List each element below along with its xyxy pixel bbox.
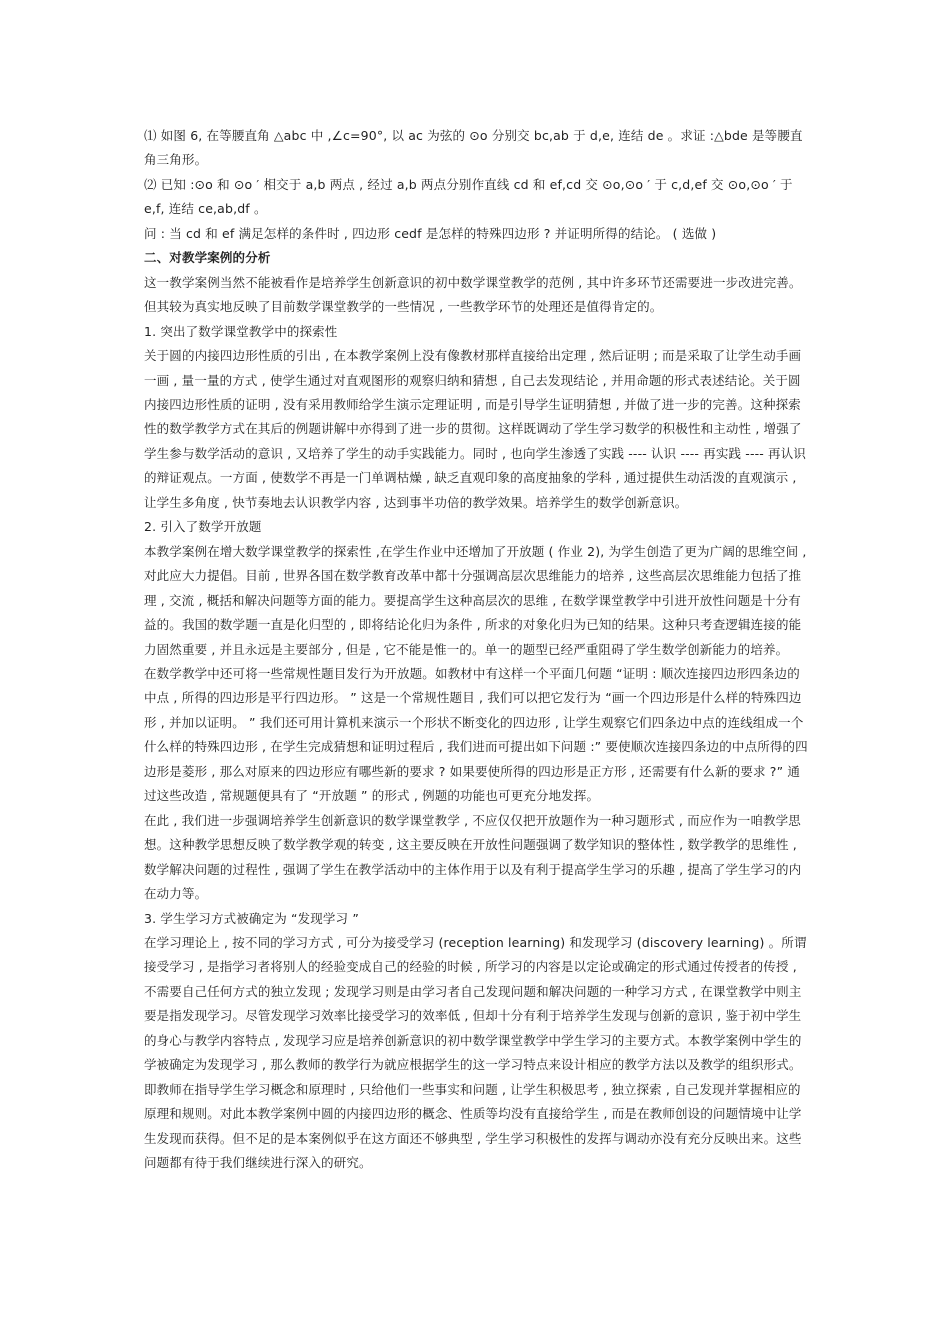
paragraph-open-problems: 本教学案例在增大数学课堂教学的探索性 ,在学生作业中还增加了开放题 ( 作业 2), 为学生创造了更为广阔的思维空间 , 对此应大力提倡。目前 , 世界各国在数学教育改革中都十分强调高层次思维能力的培养 , 这些高层次思维能力包括了推理 , 交流 , 概括和解决问题等方面的能力。要提高学生这种高层次的思维 , 在数学课堂教学中引进开放性问题是十分有益的。我国的数学题一直是化归型的 , 即将结论化归为条件 , 所求的对象化归为已知的结果。这种只考查逻辑连接的能力固然重要 , 并且永远是主要部分 , 但是 , 它不能是惟一的。单一的题型已经严重阻碍了学生数学创新能力的培养。 xyxy=(144,543,807,657)
exercise-2: ⑵ 已知 :⊙o 和 ⊙o ′ 相交于 a,b 两点 , 经过 a,b 两点分别作直线 cd 和 ef,cd 交 ⊙o,⊙o ′ 于 c,d,ef 交 ⊙o,⊙o ′ 于 e,f, 连结 ce,ab,df 。 xyxy=(144,176,793,217)
paragraph-intro: 这一教学案例当然不能被看作是培养学生创新意识的初中数学课堂教学的范例 , 其中许多环节还需要进一步改进完善。但其较为真实地反映了目前数学课堂教学的一些情况 , 一些教学环节的处理还是值得肯定的。 xyxy=(144,274,802,315)
paragraph-discovery-learning: 在学习理论上 , 按不同的学习方式 , 可分为接受学习 (reception learning) 和发现学习 (discovery learning) 。所谓接受学习 , 是指学习者将别人的经验变成自己的经验的时候 , 所学习的内容是以定论或确定的形式通过传授者的传授 , 不需要自己任何方式的独立发现 ; 发现学习则是由学习者自己发现问题和解决问题的一种学习方式 , 在课堂教学中则主要是指发现学习。尽管发现学习效率比接受学习的效率低 , 但却十分有利于培养学生发现与创新的意识 , 鉴于初中学生的身心与教学内容特点 , 发现学习应是培养创新意识的初中数学课堂教学中学生学习的主要方式。本教学案例中学生的学被确定为发现学习 , 那么教师的教学行为就应根据学生的这一学习特点来设计相应的教学方法以及教学的组织形式。即教师在指导学生学习概念和原理时 , 只给他们一些事实和问题 , 让学生积极思考 , 独立探索 , 自己发现并掌握相应的原理和规则。对此本教学案例中圆的内接四边形的概念、性质等均没有直接给学生 , 而是在教师创设的问题情境中让学生发现而获得。但不足的是本案例似乎在这方面还不够典型 , 学生学习积极性的发挥与调动亦没有充分反映出来。这些问题都有待于我们继续进行深入的研究。 xyxy=(144,934,807,1171)
subheading-3: 3. 学生学习方式被确定为 “发现学习 ” xyxy=(144,910,359,926)
exercise-2-question: 问 : 当 cd 和 ef 满足怎样的条件时 , 四边形 cedf 是怎样的特殊四边形 ? 并证明所得的结论。 ( 选做 ) xyxy=(144,225,717,241)
exercise-1: ⑴ 如图 6, 在等腰直角 △abc 中 ,∠c=90°, 以 ac 为弦的 ⊙o 分别交 bc,ab 于 d,e, 连结 de 。求证 :△bde 是等腰直角三角形。 xyxy=(144,128,803,168)
paragraph-exploration: 关于圆的内接四边形性质的引出 , 在本教学案例上没有像教材那样直接给出定理 , 然后证明 ; 而是采取了让学生动手画一画 , 量一量的方式 , 使学生通过对直观图形的观察归纳和猜想 , 自己去发现结论 , 并用命题的形式表述结论。关于圆内接四边形性质的证明 , 没有采用教师给学生演示定理证明 , 而是引导学生证明猜想 , 并做了进一步的完善。这种探索性的数学教学方式在其后的例题讲解中亦得到了进一步的贯彻。这样既调动了学生学习数学的积极性和主动性 , 增强了学生参与数学活动的意识 , 又培养了学生的动手实践能力。同时 , 也向学生渗透了实践 ---- 认识 ---- 再实践 ---- 再认识的辩证观点。一方面 , 使数学不再是一门单调枯燥 , 缺乏直观印象的高度抽象的学科 , 通过提供生动活泼的直观演示 , 让学生多角度 , 快节奏地去认识教学内容 , 达到事半功倍的教学效果。培养学生的数学创新意识。 xyxy=(144,348,807,510)
section-heading-analysis: 二、对教学案例的分析 xyxy=(144,250,271,266)
paragraph-open-problems-conclusion: 在此 , 我们进一步强调培养学生创新意识的数学课堂教学 , 不应仅仅把开放题作为一种习题形式 , 而应作为一咱教学思想。这种教学思想反映了数学教学观的转变 , 这主要反映在开放性问题强调了数学知识的整体性 , 数学教学的思维性 , 数学解决问题的过程性 , 强调了学生在教学活动中的主体作用于以及有利于提高学生学习的乐趣 , 提高了学生学习的内在动力等。 xyxy=(144,812,802,902)
subheading-2: 2. 引入了数学开放题 xyxy=(144,519,262,535)
paragraph-open-problems-example: 在数学教学中还可将一些常规性题目发行为开放题。如教材中有这样一个平面几何题 “证明 : 顺次连接四边形四条边的中点 , 所得的四边形是平行四边形。 ” 这是一个常规性题目 , 我们可以把它发行为 “画一个四边形是什么样的特殊四边形 , 并加以证明。 ” 我们还可用计算机来演示一个形状不断变化的四边形 , 让学生观察它们四条边中点的连线组成一个什么样的特殊四边形 , 在学生完成猜想和证明过程后 , 我们进而可提出如下问题 :” 要使顺次连接四条边的中点所得的四边形是菱形 , 那么对原来的四边形应有哪些新的要求 ? 如果要使所得的四边形是正方形 , 还需要有什么新的要求 ?” 通过这些改造 , 常规题便具有了 “开放题 ” 的形式 , 例题的功能也可更充分地发挥。 xyxy=(144,665,808,804)
subheading-1: 1. 突出了数学课堂教学中的探索性 xyxy=(144,323,338,339)
document-page xyxy=(144,124,812,1175)
